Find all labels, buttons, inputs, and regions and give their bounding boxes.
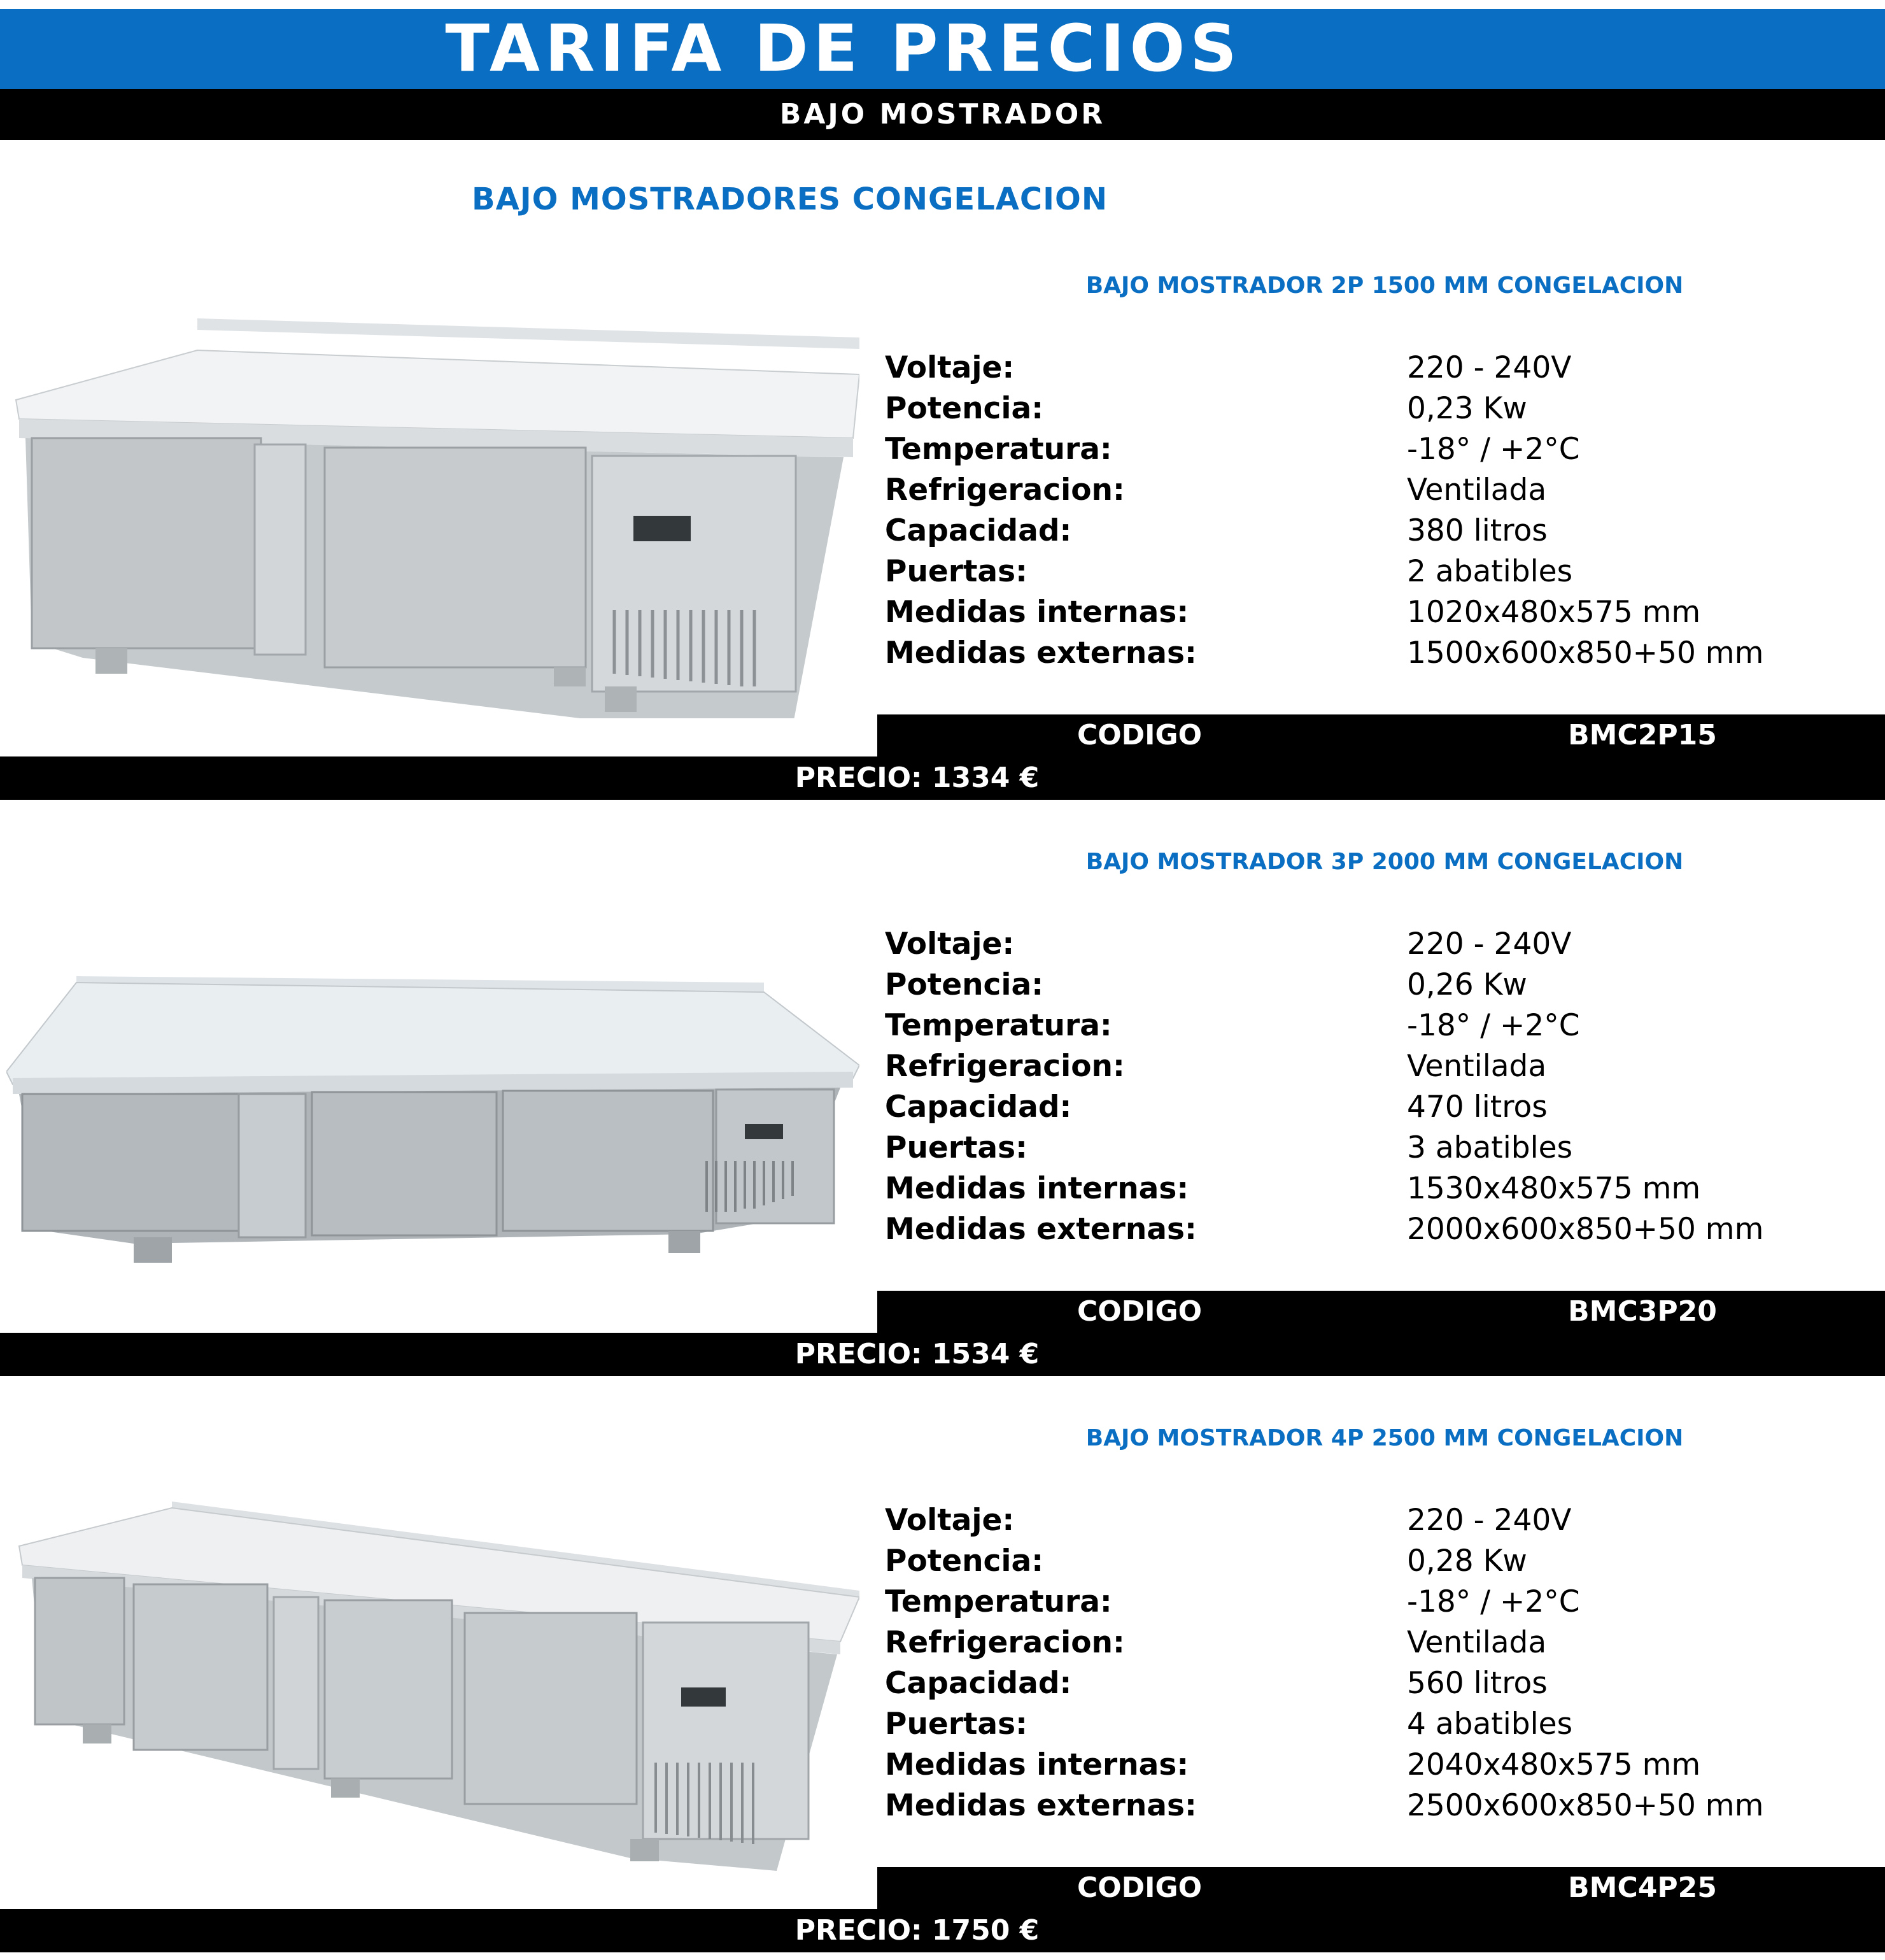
spec-label: Puertas:: [885, 1707, 1027, 1742]
spec-label: Puertas:: [885, 1130, 1027, 1165]
spec-row: [885, 1209, 1764, 1250]
code-bar: [877, 1867, 1885, 1909]
spec-row: [885, 1541, 1527, 1582]
code-label: CODIGO: [1077, 1295, 1203, 1328]
spec-label: Medidas externas:: [885, 1212, 1197, 1247]
spec-row: [885, 1046, 1547, 1087]
spec-value: 220 - 240V: [1407, 927, 1572, 962]
product-price: PRECIO: 1334 €: [794, 762, 1040, 794]
code-label: CODIGO: [1077, 1871, 1203, 1904]
product-image: [6, 1463, 859, 1871]
spec-label: Temperatura:: [885, 432, 1112, 467]
spec-label: Temperatura:: [885, 1584, 1112, 1619]
spec-value: 1500x600x850+50 mm: [1407, 636, 1764, 671]
spec-row: [885, 429, 1580, 470]
spec-row: [885, 1623, 1547, 1663]
spec-label: Medidas internas:: [885, 1171, 1189, 1206]
spec-label: Puertas:: [885, 554, 1027, 589]
code-label: CODIGO: [1077, 719, 1203, 751]
spec-value: 0,26 Kw: [1407, 967, 1527, 1002]
product-name: BAJO MOSTRADOR 4P 2500 MM CONGELACION: [1085, 1425, 1684, 1451]
spec-value: 0,28 Kw: [1407, 1544, 1527, 1579]
spec-value: Ventilada: [1407, 1049, 1547, 1084]
spec-row: [885, 1168, 1701, 1209]
spec-row: [885, 1128, 1573, 1168]
spec-row: [885, 1786, 1764, 1826]
spec-value: 2 abatibles: [1407, 554, 1573, 589]
code-bar: [877, 714, 1885, 756]
spec-label: Capacidad:: [885, 1666, 1072, 1701]
spec-value: 2000x600x850+50 mm: [1407, 1212, 1764, 1247]
code-bar: [877, 1291, 1885, 1333]
spec-label: Potencia:: [885, 967, 1044, 1002]
product-name: BAJO MOSTRADOR 3P 2000 MM CONGELACION: [1085, 849, 1684, 875]
product-code: BMC2P15: [1568, 719, 1717, 751]
spec-row: [885, 1663, 1548, 1704]
product-price: PRECIO: 1750 €: [794, 1914, 1040, 1947]
product-code: BMC4P25: [1568, 1871, 1717, 1904]
spec-value: 220 - 240V: [1407, 1503, 1572, 1538]
spec-row: [885, 965, 1527, 1005]
spec-row: [885, 348, 1572, 388]
spec-value: 470 litros: [1407, 1090, 1548, 1125]
spec-row: [885, 1005, 1580, 1046]
spec-label: Potencia:: [885, 391, 1044, 426]
product-card: [0, 849, 1885, 1384]
spec-value: 220 - 240V: [1407, 350, 1572, 385]
spec-label: Voltaje:: [885, 350, 1015, 385]
spec-value: 2500x600x850+50 mm: [1407, 1788, 1764, 1823]
spec-label: Capacidad:: [885, 513, 1072, 548]
spec-value: Ventilada: [1407, 472, 1547, 508]
spec-row: [885, 1500, 1572, 1541]
product-image: [6, 311, 859, 718]
spec-value: 380 litros: [1407, 513, 1548, 548]
spec-row: [885, 1087, 1548, 1128]
spec-value: 560 litros: [1407, 1666, 1548, 1701]
spec-row: [885, 388, 1527, 429]
spec-value: -18° / +2°C: [1407, 1584, 1580, 1619]
page-title: TARIFA DE PRECIOS: [445, 11, 1242, 87]
spec-value: 2040x480x575 mm: [1407, 1747, 1701, 1782]
page-subtitle: BAJO MOSTRADOR: [779, 98, 1106, 131]
spec-value: -18° / +2°C: [1407, 1008, 1580, 1043]
spec-row: [885, 470, 1547, 511]
spec-row: [885, 511, 1548, 551]
spec-label: Medidas externas:: [885, 1788, 1197, 1823]
spec-label: Capacidad:: [885, 1090, 1072, 1125]
product-code: BMC3P20: [1568, 1295, 1717, 1328]
product-image: [6, 887, 859, 1295]
spec-value: 3 abatibles: [1407, 1130, 1573, 1165]
product-price: PRECIO: 1534 €: [794, 1338, 1040, 1370]
spec-label: Medidas externas:: [885, 636, 1197, 671]
spec-label: Medidas internas:: [885, 1747, 1189, 1782]
spec-label: Voltaje:: [885, 1503, 1015, 1538]
product-card: [0, 273, 1885, 807]
spec-label: Refrigeracion:: [885, 472, 1125, 508]
spec-row: [885, 592, 1701, 633]
spec-label: Medidas internas:: [885, 595, 1189, 630]
spec-value: Ventilada: [1407, 1625, 1547, 1660]
spec-row: [885, 551, 1573, 592]
product-card: [0, 1425, 1885, 1960]
spec-value: 4 abatibles: [1407, 1707, 1573, 1742]
spec-value: 1530x480x575 mm: [1407, 1171, 1701, 1206]
section-title: BAJO MOSTRADORES CONGELACION: [472, 181, 1108, 217]
product-name: BAJO MOSTRADOR 2P 1500 MM CONGELACION: [1085, 273, 1684, 299]
spec-row: [885, 1704, 1573, 1745]
spec-row: [885, 1582, 1580, 1623]
spec-value: 0,23 Kw: [1407, 391, 1527, 426]
spec-label: Voltaje:: [885, 927, 1015, 962]
spec-value: -18° / +2°C: [1407, 432, 1580, 467]
spec-row: [885, 924, 1572, 965]
spec-label: Temperatura:: [885, 1008, 1112, 1043]
spec-value: 1020x480x575 mm: [1407, 595, 1701, 630]
spec-label: Refrigeracion:: [885, 1625, 1125, 1660]
spec-label: Potencia:: [885, 1544, 1044, 1579]
spec-row: [885, 1745, 1701, 1786]
spec-row: [885, 633, 1764, 674]
spec-label: Refrigeracion:: [885, 1049, 1125, 1084]
